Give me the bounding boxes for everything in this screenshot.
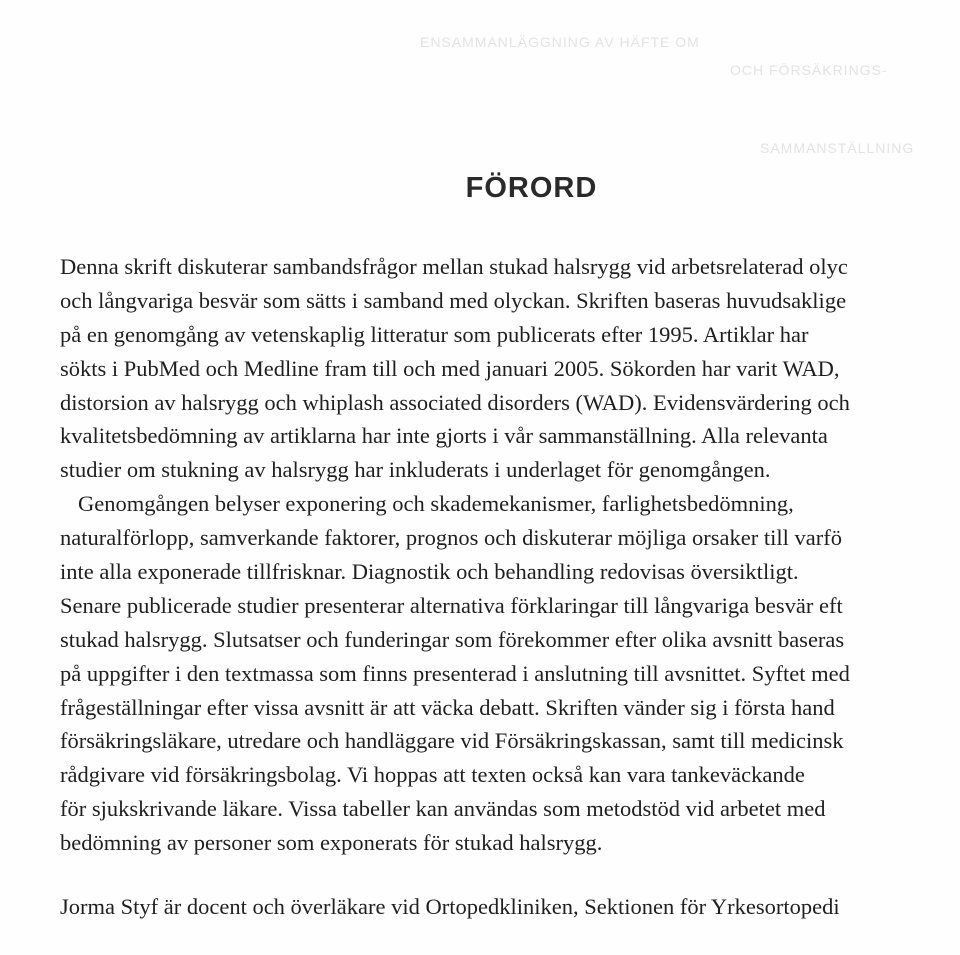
text-line: naturalförlopp, samverkande faktorer, prognos och diskuterar möjliga orsaker till varfö xyxy=(60,525,842,551)
text-line: Senare publicerade studier presenterar alternativa förklaringar till långvariga besvär eft xyxy=(60,592,843,618)
text-line: bedömning av personer som exponerats för stukad halsrygg. xyxy=(60,830,603,856)
text-line: för sjukskrivande läkare. Vissa tabeller kan användas som metodstöd vid arbetet med xyxy=(60,796,826,822)
text-line: på en genomgång av vetenskaplig litteratur som publicerats efter 1995. Artiklar har xyxy=(60,321,809,347)
text-line: rådgivare vid försäkringsbolag. Vi hoppas att texten också kan vara tankeväckande xyxy=(60,762,805,788)
paragraph-gap xyxy=(60,860,960,890)
text-line: frågeställningar efter vissa avsnitt är att väcka debatt. Skriften vänder sig i första hand xyxy=(60,694,835,720)
text-line: Genomgången belyser exponering och skademekanismer, farlighetsbedömning, xyxy=(78,491,794,517)
text-line: stukad halsrygg. Slutsatser och funderingar som förekommer efter olika avsnitt baseras xyxy=(60,626,845,652)
text-line: och långvariga besvär som sätts i samband med olyckan. Skriften baseras huvudsaklige xyxy=(60,287,847,313)
text-line: inte alla exponerade tillfrisknar. Diagnostik och behandling redovisas översiktligt. xyxy=(60,559,799,585)
show-through-text: SAMMANSTÄLLNING xyxy=(760,140,915,156)
paragraph-review xyxy=(60,487,960,860)
text-line: försäkringsläkare, utredare och handläggare vid Försäkringskassan, samt till medicinsk xyxy=(60,728,844,754)
show-through-text: ENSAMMANLÄGGNING AV HÄFTE OM xyxy=(420,34,700,50)
paragraph-intro xyxy=(60,250,960,487)
body-text xyxy=(60,250,960,924)
text-line: kvalitetsbedömning av artiklarna har inte gjorts i vår sammanställning. Alla relevanta xyxy=(60,423,828,449)
text-line: studier om stukning av halsrygg har inkluderats i underlaget för genomgången. xyxy=(60,457,771,483)
text-line: på uppgifter i den textmassa som finns presenterad i anslutning till avsnittet. Syftet med xyxy=(60,660,850,686)
author-line: Jorma Styf är docent och överläkare vid Ortopedkliniken, Sektionen för Yrkesortopedi xyxy=(60,894,840,920)
page-title: FÖRORD xyxy=(465,172,598,204)
text-line: distorsion av halsrygg och whiplash associated disorders (WAD). Evidensvärdering och xyxy=(60,389,850,415)
show-through-text: OCH FÖRSÄKRINGS- xyxy=(730,62,888,78)
text-line: Denna skrift diskuterar sambandsfrågor mellan stukad halsrygg vid arbetsrelaterad olyc xyxy=(60,254,848,279)
text-line: sökts i PubMed och Medline fram till och med januari 2005. Sökorden har varit WAD, xyxy=(60,355,840,381)
